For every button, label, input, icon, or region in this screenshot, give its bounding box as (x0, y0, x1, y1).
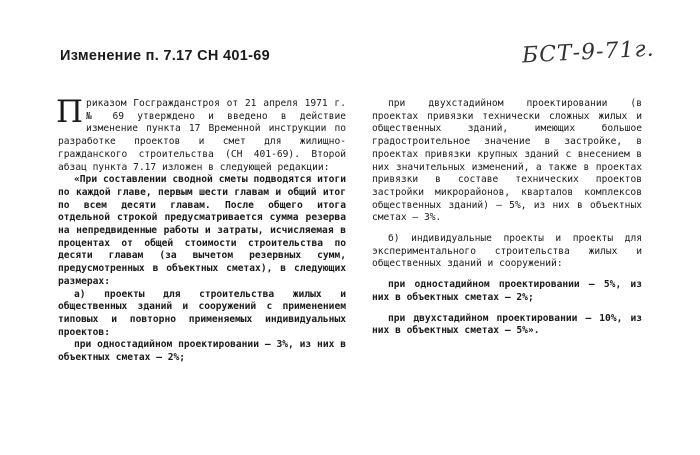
left-column (56, 94, 346, 365)
item-b-paragraph: б) индивидуальные проекты и проекты для экспериментального строительства жилых и общественных зданий и сооружений: (372, 233, 642, 270)
handwritten-note: БСТ-9-71г. (521, 36, 656, 69)
right-column (372, 98, 642, 338)
quoted-paragraph: «При составлении сводной сметы подводятся итоги по каждой главе, первым шести главам и общий итог по всем десяти главам. После общего итога отдельной строкой предусматривается сумма резерва на непредвиденные работы и затраты, исчисляемая в процентах от общей стоимости строительства по десяти главам (за вычетом резервных сумм, предусмотренных в объектных сметах), в следующих размерах: (58, 174, 346, 287)
item-a-single-stage: при одностадийном проектировании — 3%, из них в объектных сметах — 2%; (58, 339, 346, 364)
item-b-single-stage: при одностадийном проектировании — 5%, из них в объектных сметах — 2%; (372, 279, 642, 303)
intro-paragraph (56, 94, 346, 174)
intro-text: риказом Госгражданстроя от 21 апреля 1971 г. № 69 утверждено и введено в действие изменение пункта 17 Временной инструкции по разработке проектов и смет для жилищно-гражданского строительства (СН 401-69). Второй абзац пункта 7.17 изложен в следующей редакции: (58, 98, 346, 173)
item-b-two-stage: при двухстадийном проектировании — 10%, из них в объектных сметах — 5%». (372, 312, 642, 337)
item-a-two-stage: при двухстадийном проектировании (в проектах привязки технически сложных жилых и общественных зданий, имеющих большое градостроительное значение в застройке, в проектах привязки крупных зданий с внесением в них значительных изменений, а также в проектах привязки в составе технических проектов застройки микрорайонов, кварталов комплексов общественных зданий) — 5%, из них в объектных сметах — 3%. (372, 98, 642, 224)
item-a-paragraph: а) проекты для строительства жилых и общественных зданий и сооружений с применением типовых и повторно применяемых индивидуальных проектов: (58, 288, 346, 338)
page-title: Изменение п. 7.17 СН 401-69 (60, 48, 270, 64)
drop-cap: П (56, 94, 84, 130)
